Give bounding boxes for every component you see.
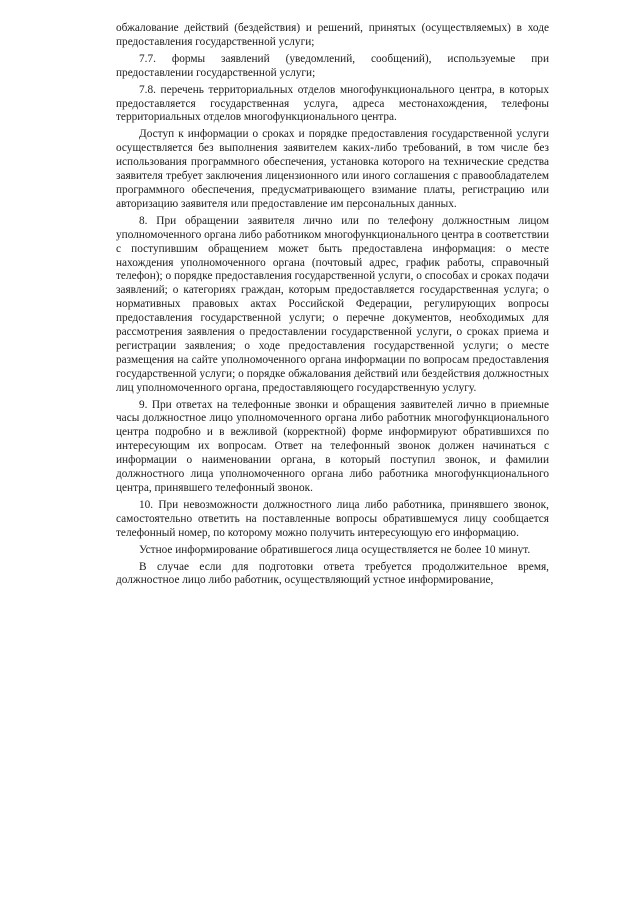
paragraph-oral-info: Устное информирование обратившегося лица осуществляется не более 10 минут.: [139, 543, 531, 556]
paragraph-7-7: 7.7. формы заявлений (уведомлений, сообщений), используемые при предоставлении государственной услуги;: [116, 52, 549, 79]
paragraph-continuation: обжалование действий (бездействия) и решений, принятых (осуществляемых) в ходе предоставления государственной услуги;: [116, 22, 549, 48]
paragraph-long-answer: В случае если для подготовки ответа требуется продолжительное время, должностное лицо либо работник, осуществляющий устное информирование,: [116, 560, 549, 587]
paragraph-access-info: Доступ к информации о сроках и порядке предоставления государственной услуги осуществляется без выполнения заявителем каких-либо требований, в том числе без использования программного обеспечения, установка которого на технические средства заявителя требует заключения лицензионного или иного соглашения с правообладателем программного обеспечения, предусматривающего взимание платы, регистрацию или авторизацию заявителя или предоставление им персональных данных.: [116, 128, 549, 210]
document-page: [116, 22, 549, 591]
paragraph-10: 10. При невозможности должностного лица либо работника, принявшего звонок, самостоятельно ответить на поставленные вопросы обратившемуся лицу сообщается телефонный номер, по которому можно получить интересующую его информацию.: [116, 498, 549, 539]
paragraph-8: 8. При обращении заявителя лично или по телефону должностным лицом уполномоченного органа либо работником многофункционального центра в соответствии с поступившим обращением может быть предоставлена информация: о месте нахождения уполномоченного органа (почтовый адрес, график работы, справочный телефон); о порядке предоставления государственной услуги, о способах и сроках подачи заявлений; о категориях граждан, которым предоставляется государственная услуга; о нормативных правовых актах Российской Федерации, регулирующих вопросы предоставления государственной услуги; о перечне документов, необходимых для рассмотрения заявления о предоставлении государственной услуги, о сроках приема и регистрации заявления; о ходе предоставления государственной услуги; о месте размещения на сайте уполномоченного органа информации по вопросам предоставления государственной услуги; о порядке обжалования действий или бездействия должностных лиц уполномоченного органа, предоставляющего государственную услугу.: [116, 214, 549, 394]
paragraph-9: 9. При ответах на телефонные звонки и обращения заявителей лично в приемные часы должностное лицо уполномоченного органа либо работник многофункционального центра подробно и в вежливой (корректной) форме информируют обратившихся по интересующим их вопросам. Ответ на телефонный звонок должен начинаться с информации о наименовании органа, в который поступил звонок, и фамилии должностного лица уполномоченного органа либо работника многофункционального центра, принявшего телефонный звонок.: [116, 398, 549, 494]
paragraph-7-8: 7.8. перечень территориальных отделов многофункционального центра, в которых предоставляется государственная услуга, адреса местонахождения, телефоны территориальных отделов многофункционального центра.: [116, 83, 549, 124]
